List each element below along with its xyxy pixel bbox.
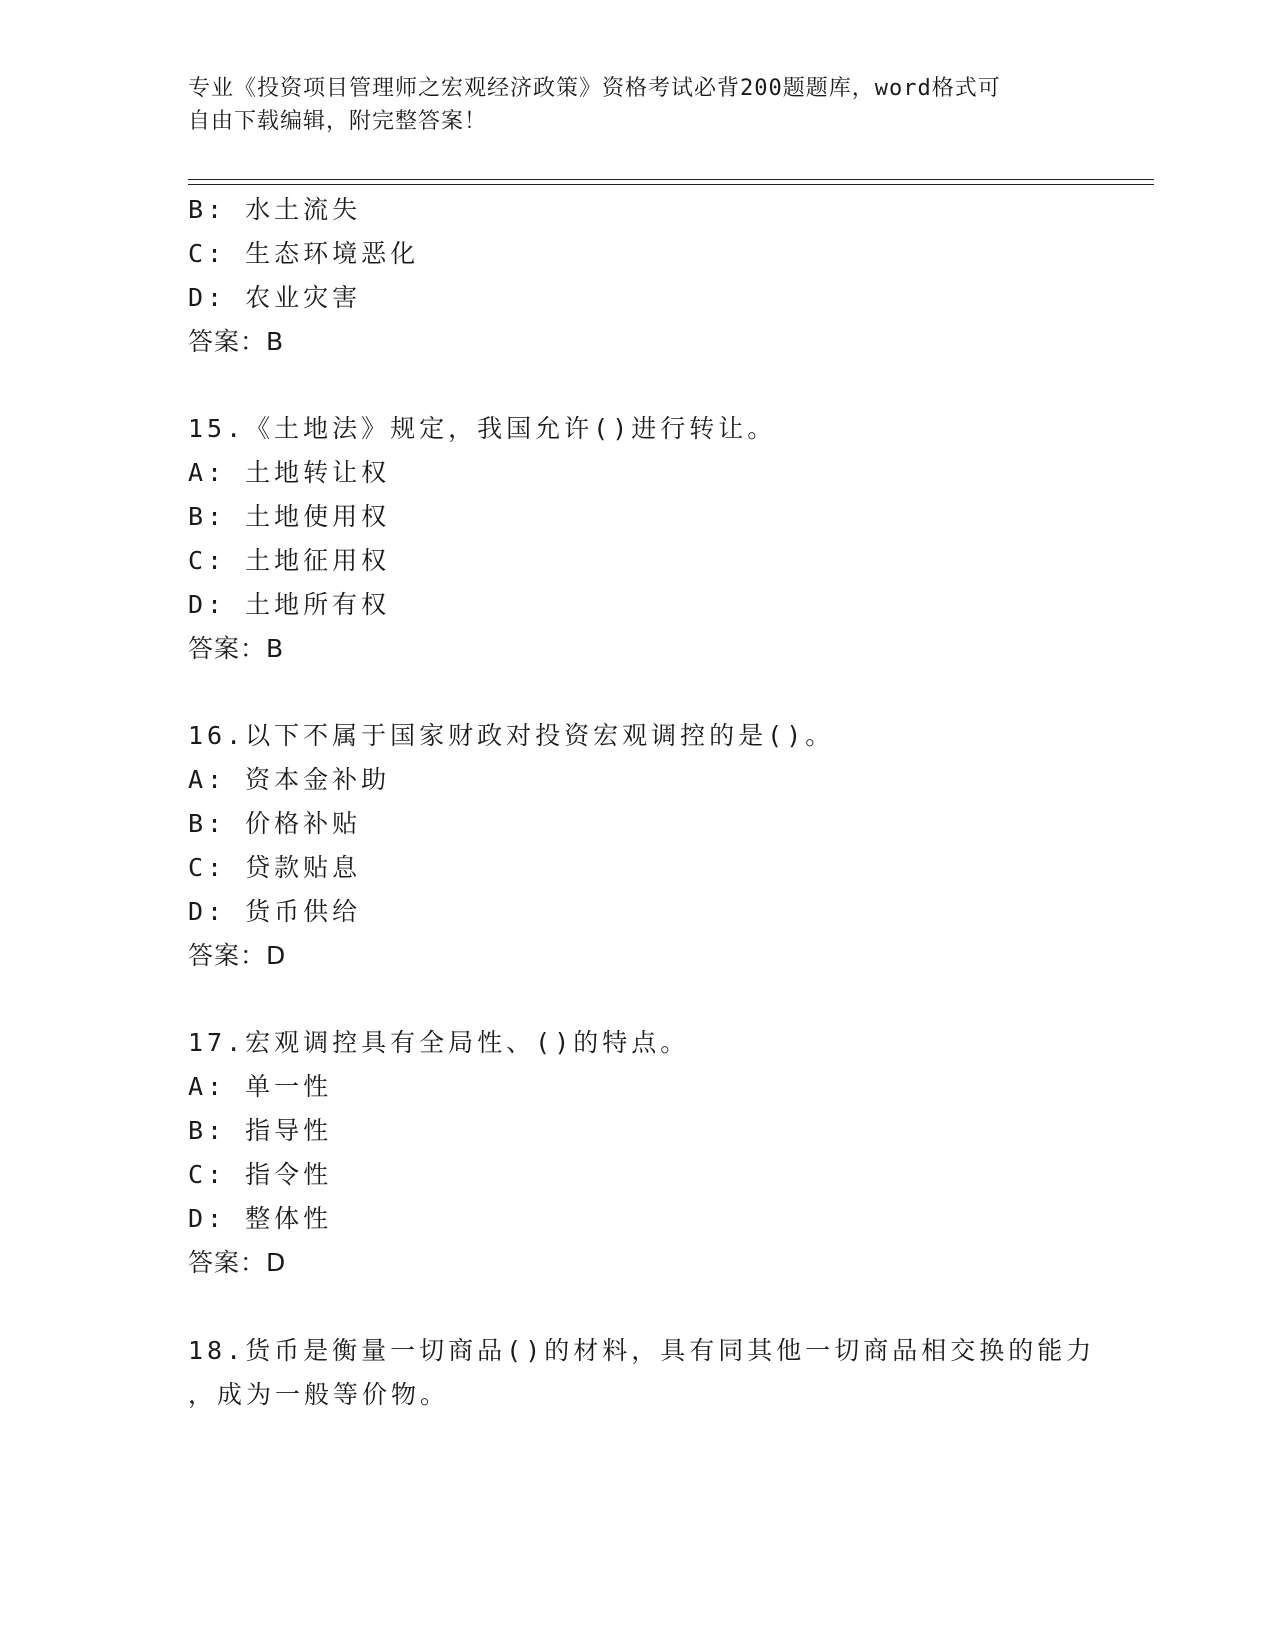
- header-rule-top: [188, 179, 1154, 180]
- q15-option-d: D: 土地所有权: [188, 590, 391, 619]
- q17-stem: 17.宏观调控具有全局性、()的特点。: [188, 1028, 690, 1057]
- q15-stem: 15.《土地法》规定，我国允许()进行转让。: [188, 414, 777, 443]
- header-line-1: 专业《投资项目管理师之宏观经济政策》资格考试必背200题题库，word格式可: [188, 76, 1001, 101]
- q17-option-a: A: 单一性: [188, 1072, 333, 1101]
- q17-option-d: D: 整体性: [188, 1204, 333, 1233]
- q16-option-a: A: 资本金补助: [188, 765, 391, 794]
- q18-stem-line-2: ，成为一般等价物。: [188, 1380, 450, 1409]
- q18-stem-line-1: 18.货币是衡量一切商品()的材料，具有同其他一切商品相交换的能力: [188, 1336, 1096, 1365]
- q16-option-c: C: 贷款贴息: [188, 853, 362, 882]
- q14-option-c: C: 生态环境恶化: [188, 239, 420, 268]
- q17-answer: 答案：D: [188, 1248, 287, 1277]
- header-rule-bottom: [188, 184, 1154, 185]
- header-line-2: 自由下载编辑，附完整答案！: [188, 109, 488, 134]
- q16-answer: 答案：D: [188, 941, 287, 970]
- q16-stem: 16.以下不属于国家财政对投资宏观调控的是()。: [188, 721, 835, 750]
- q15-option-a: A: 土地转让权: [188, 458, 391, 487]
- q15-option-c: C: 土地征用权: [188, 546, 391, 575]
- q14-option-b: B: 水土流失: [188, 195, 362, 224]
- q17-option-c: C: 指令性: [188, 1160, 333, 1189]
- document-header: [188, 72, 1068, 138]
- q14-option-d: D: 农业灾害: [188, 283, 362, 312]
- q16-option-d: D: 货币供给: [188, 897, 362, 926]
- q14-answer: 答案：B: [188, 327, 285, 356]
- q15-option-b: B: 土地使用权: [188, 502, 391, 531]
- q15-answer: 答案：B: [188, 634, 285, 663]
- q16-option-b: B: 价格补贴: [188, 809, 362, 838]
- q17-option-b: B: 指导性: [188, 1116, 333, 1145]
